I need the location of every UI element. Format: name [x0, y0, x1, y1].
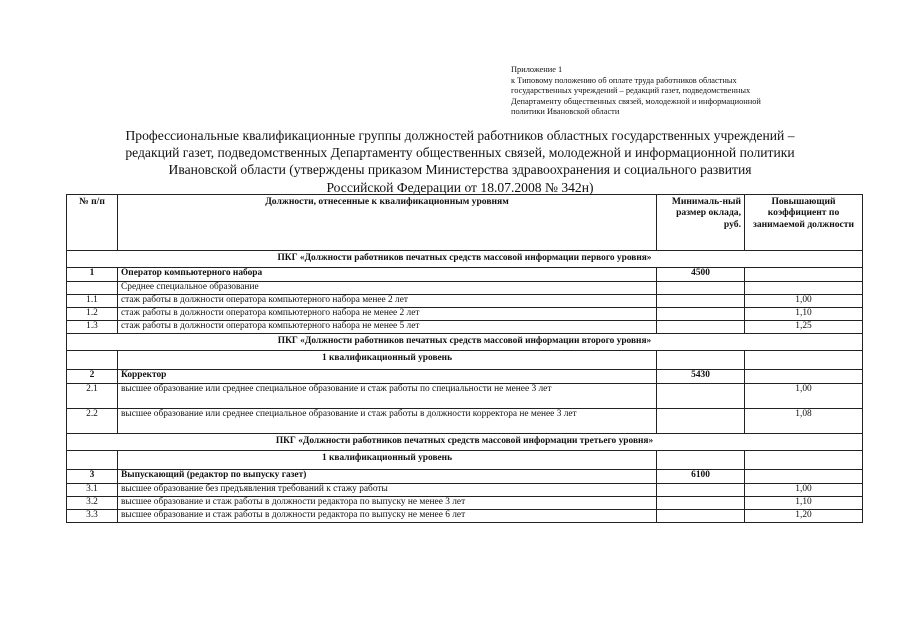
row-number: 3.2	[67, 497, 118, 510]
empty-cell	[745, 451, 863, 470]
table-row	[67, 308, 863, 321]
salary-value: 6100	[657, 470, 745, 484]
empty-cell	[657, 497, 745, 510]
row-text: высшее образование и стаж работы в должности редактора по выпуску не менее 6 лет	[118, 510, 657, 523]
empty-cell	[657, 321, 745, 334]
table-row	[67, 484, 863, 497]
row-text: стаж работы в должности оператора компьютерного набора не менее 2 лет	[118, 308, 657, 321]
coefficient-value: 1,00	[745, 295, 863, 308]
qualification-level: 1 квалификационный уровень	[118, 351, 657, 370]
level-row	[67, 451, 863, 470]
row-number: 1.3	[67, 321, 118, 334]
appendix-line: государственных учреждений – редакций газет, подведомственных	[511, 86, 751, 96]
group-title: ПКГ «Должности работников печатных средств массовой информации третьего уровня»	[67, 434, 863, 451]
salary-value: 5430	[657, 370, 745, 384]
coefficient-value: 1,08	[745, 409, 863, 434]
empty-cell	[745, 282, 863, 295]
header-coefficient: Повышающий коэффициент по занимаемой должности	[745, 195, 863, 251]
coefficient-value: 1,00	[745, 484, 863, 497]
row-number: 1	[67, 268, 118, 282]
qualification-level: 1 квалификационный уровень	[118, 451, 657, 470]
education-text: Среднее специальное образование	[118, 282, 657, 295]
coefficient-value: 1,10	[745, 308, 863, 321]
empty-cell	[745, 370, 863, 384]
position-row	[67, 470, 863, 484]
empty-cell	[657, 295, 745, 308]
empty-cell	[657, 451, 745, 470]
group-row	[67, 251, 863, 268]
empty-cell	[67, 282, 118, 295]
row-number: 1.2	[67, 308, 118, 321]
table-row	[67, 295, 863, 308]
empty-cell	[657, 484, 745, 497]
level-row	[67, 351, 863, 370]
appendix-line: Департаменту общественных связей, молодежной и информационной	[511, 96, 761, 106]
coefficient-value: 1,20	[745, 510, 863, 523]
position-row	[67, 268, 863, 282]
empty-cell	[657, 308, 745, 321]
position-name: Выпускающий (редактор по выпуску газет)	[118, 470, 657, 484]
row-number: 3.1	[67, 484, 118, 497]
position-name: Корректор	[118, 370, 657, 384]
group-title: ПКГ «Должности работников печатных средств массовой информации второго уровня»	[67, 334, 863, 351]
education-row	[67, 282, 863, 295]
row-text: стаж работы в должности оператора компьютерного набора не менее 5 лет	[118, 321, 657, 334]
row-text: высшее образование или среднее специальное образование и стаж работы в должности корректора не менее 3 лет	[118, 409, 657, 434]
position-row	[67, 370, 863, 384]
row-text: высшее образование и стаж работы в должности редактора по выпуску не менее 3 лет	[118, 497, 657, 510]
header-num: № п/п	[67, 195, 118, 251]
row-number: 2.1	[67, 384, 118, 409]
row-text: высшее образование без предъявления требований к стажу работы	[118, 484, 657, 497]
empty-cell	[657, 282, 745, 295]
title-line: Ивановской области (утверждены приказом Министерства здравоохранения и социального развития	[168, 162, 752, 178]
group-row	[67, 434, 863, 451]
title-line: редакций газет, подведомственных Департаменту общественных связей, молодежной и информационной политики	[125, 145, 795, 161]
appendix-line: к Типовому положению об оплате труда работников областных	[511, 75, 737, 85]
row-number: 2.2	[67, 409, 118, 434]
table-row	[67, 510, 863, 523]
row-number: 3.3	[67, 510, 118, 523]
row-text: стаж работы в должности оператора компьютерного набора менее 2 лет	[118, 295, 657, 308]
table-header-row	[67, 195, 863, 251]
empty-cell	[657, 409, 745, 434]
table-row	[67, 321, 863, 334]
row-number: 1.1	[67, 295, 118, 308]
coefficient-value: 1,00	[745, 384, 863, 409]
empty-cell	[657, 384, 745, 409]
document-title	[70, 127, 850, 196]
appendix-note	[511, 65, 841, 118]
title-line: Профессиональные квалификационные группы должностей работников областных государственных учреждений –	[125, 128, 795, 143]
qualification-table	[66, 194, 863, 523]
header-position: Должности, отнесенные к квалификационным уровням	[118, 195, 657, 251]
position-name: Оператор компьютерного набора	[118, 268, 657, 282]
coefficient-value: 1,25	[745, 321, 863, 334]
row-number: 2	[67, 370, 118, 384]
empty-cell	[67, 451, 118, 470]
coefficient-value: 1,10	[745, 497, 863, 510]
header-salary: Минималь-ный размер оклада, руб.	[657, 195, 745, 251]
empty-cell	[745, 351, 863, 370]
empty-cell	[657, 510, 745, 523]
empty-cell	[67, 351, 118, 370]
table-row	[67, 497, 863, 510]
empty-cell	[745, 470, 863, 484]
row-number: 3	[67, 470, 118, 484]
title-line: Российской Федерации от 18.07.2008 № 342н)	[326, 179, 594, 195]
table-row	[67, 384, 863, 409]
salary-value: 4500	[657, 268, 745, 282]
empty-cell	[657, 351, 745, 370]
empty-cell	[745, 268, 863, 282]
group-row	[67, 334, 863, 351]
appendix-line: Приложение 1	[511, 65, 563, 74]
appendix-line: политики Ивановской области	[511, 107, 620, 117]
row-text: высшее образование или среднее специальное образование и стаж работы по специальности не менее 3 лет	[118, 384, 657, 409]
group-title: ПКГ «Должности работников печатных средств массовой информации первого уровня»	[67, 251, 863, 268]
table-row	[67, 409, 863, 434]
